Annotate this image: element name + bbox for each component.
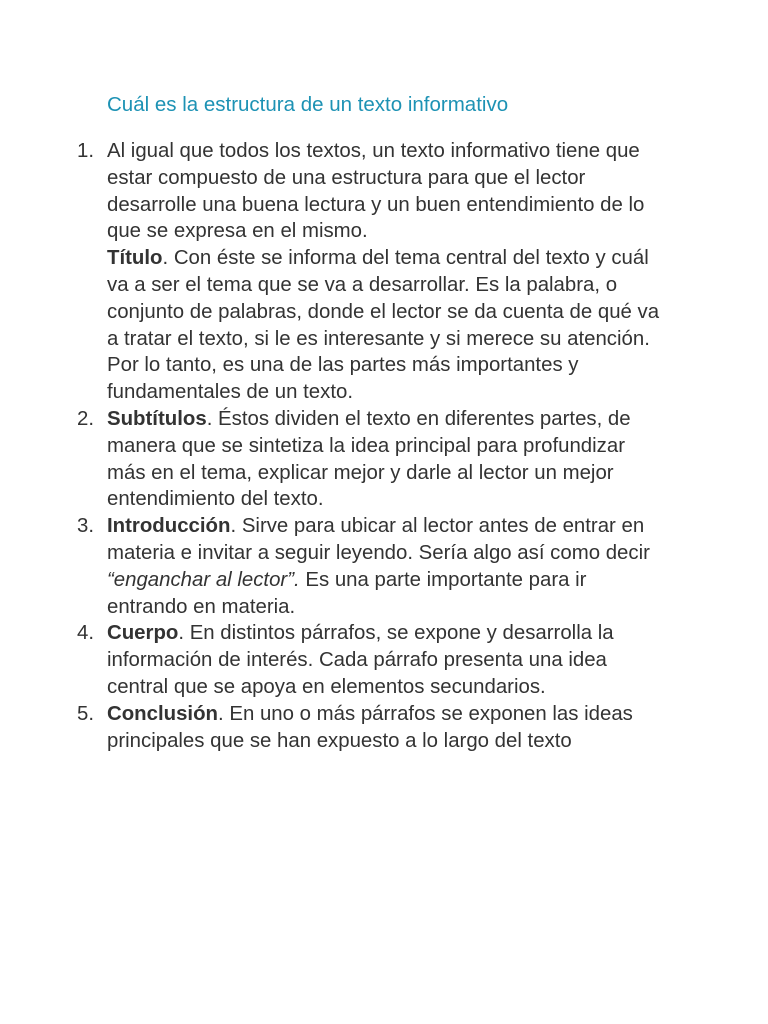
document-title: Cuál es la estructura de un texto informativo xyxy=(107,93,509,116)
list-number: 5. xyxy=(77,702,95,725)
list-text: . En uno o más párrafos se exponen las ideas principales que se han expuesto a lo largo del texto xyxy=(107,702,633,752)
list-item-conclusion xyxy=(77,701,667,755)
list-number: 1. xyxy=(77,140,95,162)
structure-list xyxy=(77,138,667,754)
list-quote: “enganchar al lector”. xyxy=(107,568,300,591)
list-item-titulo xyxy=(77,138,667,406)
list-text: . Éstos dividen el texto en diferentes partes, de manera que se sintetiza la idea principal para profundizar más en el tema, explicar mejor y darle al lector un mejor entendimiento del texto. xyxy=(107,407,631,511)
list-text-after: Es una parte importante para ir entrando en materia. xyxy=(107,568,587,618)
list-text: . Con éste se informa del tema central del texto y cuál va a ser el tema que se va a desarrollar. Es la palabra, o conjunto de palabras, donde el lector se da cuenta de qué va a tratar el texto, si le es interesante y si merece su atención. Por lo tanto, es una de las partes más importantes y fundamentales de un texto. xyxy=(107,247,660,404)
list-item-introduccion xyxy=(77,513,667,620)
list-term: Título xyxy=(107,247,163,270)
list-intro-text: Al igual que todos los textos, un texto informativo tiene que estar compuesto de una estructura para que el lector desarrolle una buena lectura y un buen entendimiento de lo que se expresa en el mismo. xyxy=(107,140,645,243)
list-term: Subtítulos xyxy=(107,407,207,430)
list-number: 4. xyxy=(77,622,95,645)
list-term: Cuerpo xyxy=(107,622,179,645)
list-number: 3. xyxy=(77,515,95,538)
list-term: Introducción xyxy=(107,515,231,538)
list-term: Conclusión xyxy=(107,702,219,725)
list-item-subtitulos xyxy=(77,406,667,513)
list-text: . Sirve para ubicar al lector antes de entrar en materia e invitar a seguir leyendo. Sería algo así como decir xyxy=(107,515,650,564)
list-item-cuerpo xyxy=(77,620,667,700)
list-number: 2. xyxy=(77,407,95,430)
list-text: . En distintos párrafos, se expone y desarrolla la información de interés. Cada párrafo presenta una idea central que se apoya en elementos secundarios. xyxy=(107,622,614,698)
